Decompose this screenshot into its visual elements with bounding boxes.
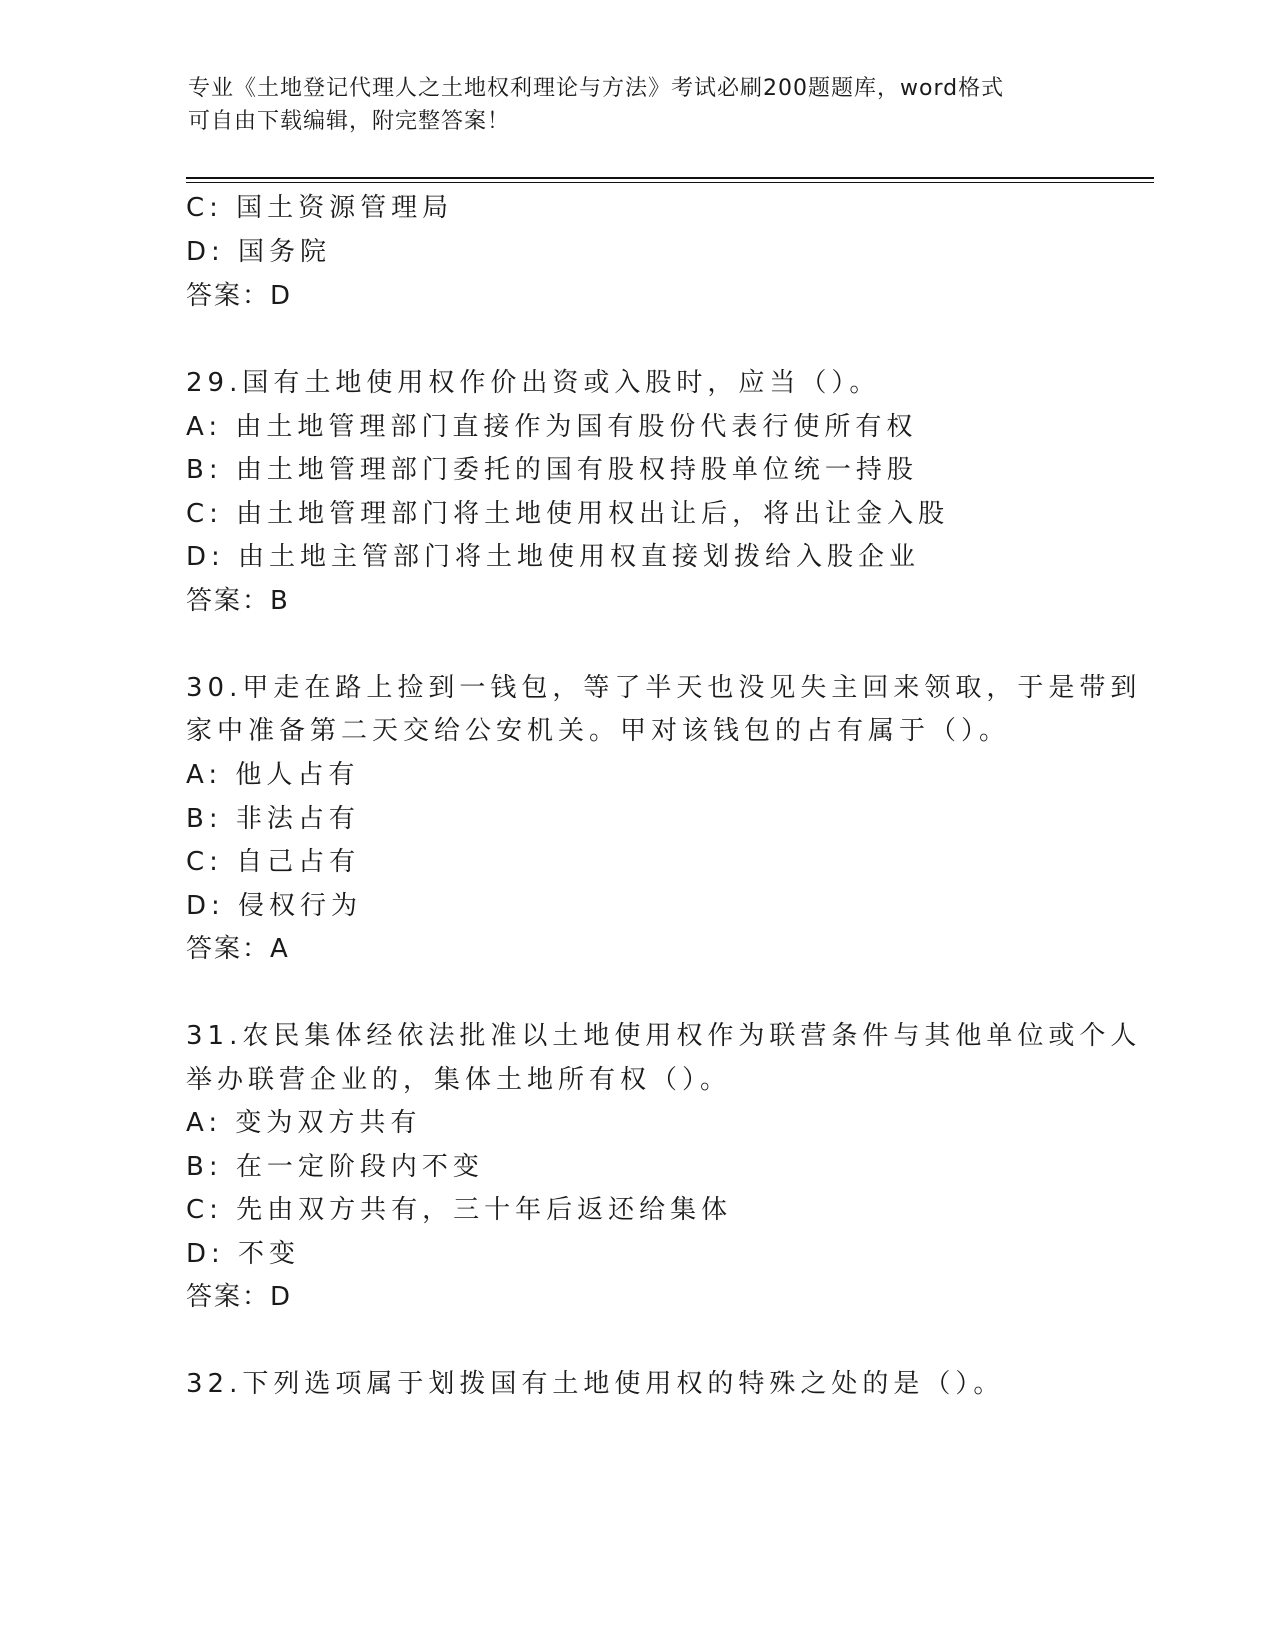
q30-stem-line-2: 家中准备第二天交给公安机关。甲对该钱包的占有属于（）。	[186, 716, 1011, 746]
header-title-line-2: 可自由下载编辑，附完整答案！	[188, 109, 511, 134]
q31-option-a: A: 变为双方共有	[186, 1108, 422, 1138]
q30-stem-line-1: 30.甲走在路上捡到一钱包，等了半天也没见失主回来领取，于是带到	[186, 673, 1142, 703]
header-divider-thin	[186, 182, 1154, 183]
q30-option-d: D: 侵权行为	[186, 891, 363, 921]
prev-answer: 答案：D	[186, 281, 293, 311]
q29-option-c: C: 由土地管理部门将土地使用权出让后，将出让金入股	[186, 499, 950, 529]
header-divider-thick	[186, 177, 1154, 179]
q29-stem: 29.国有土地使用权作价出资或入股时，应当（）。	[186, 368, 881, 398]
q30-option-c: C: 自己占有	[186, 847, 361, 877]
q31-answer: 答案：D	[186, 1282, 293, 1312]
header-title-line-1: 专业《土地登记代理人之土地权利理论与方法》考试必刷200题题库，word格式	[188, 76, 1005, 101]
q31-stem-line-2: 举办联营企业的，集体土地所有权（）。	[186, 1065, 732, 1095]
document-header	[188, 72, 1068, 138]
prev-option-d: D: 国务院	[186, 237, 332, 267]
q31-option-d: D: 不变	[186, 1239, 301, 1269]
q31-option-c: C: 先由双方共有，三十年后返还给集体	[186, 1195, 733, 1225]
q29-answer: 答案：B	[186, 586, 290, 616]
q29-option-a: A: 由土地管理部门直接作为国有股份代表行使所有权	[186, 412, 918, 442]
q30-answer: 答案：A	[186, 934, 290, 964]
q32-stem: 32.下列选项属于划拨国有土地使用权的特殊之处的是（）。	[186, 1369, 1005, 1399]
q29-option-d: D: 由土地主管部门将土地使用权直接划拨给入股企业	[186, 542, 921, 572]
prev-option-c: C: 国土资源管理局	[186, 193, 454, 223]
q31-option-b: B: 在一定阶段内不变	[186, 1152, 484, 1182]
q29-option-b: B: 由土地管理部门委托的国有股权持股单位统一持股	[186, 455, 918, 485]
q30-option-a: A: 他人占有	[186, 760, 360, 790]
q30-option-b: B: 非法占有	[186, 804, 360, 834]
q31-stem-line-1: 31.农民集体经依法批准以土地使用权作为联营条件与其他单位或个人	[186, 1021, 1142, 1051]
